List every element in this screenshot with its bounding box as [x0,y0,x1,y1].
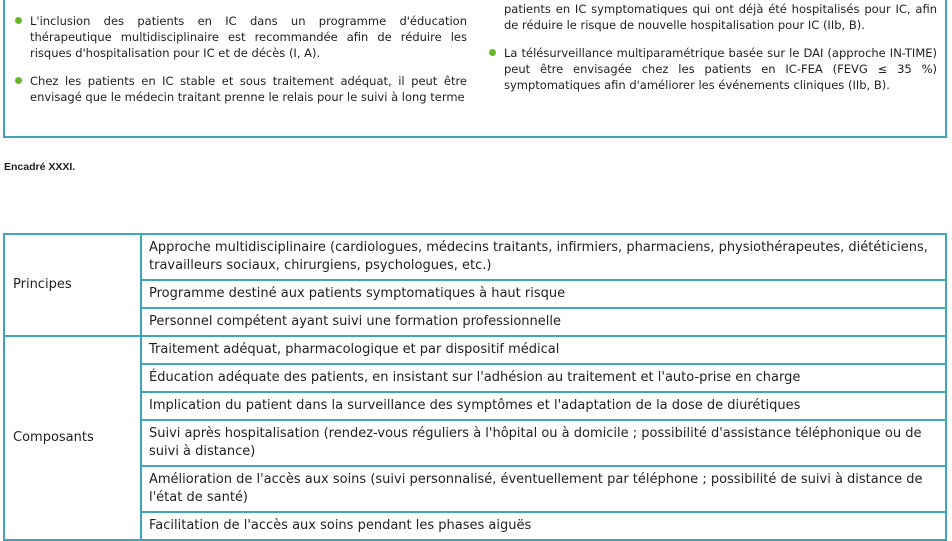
table-cell: Suivi après hospitalisation (rendez-vous réguliers à l'hôpital ou à domicile ; possibilité d'assistance téléphonique ou de suivi à distance) [141,420,946,466]
recommendation-item [15,73,467,105]
table-cell: Traitement adéquat, pharmacologique et par dispositif médical [141,336,946,364]
table-cell: Approche multidisciplinaire (cardiologues, médecins traitants, infirmiers, pharmaciens, physiothérapeutes, diététiciens, travailleurs sociaux, chirurgiens, psychologues, etc.) [141,234,946,280]
recommendations-box [3,0,947,138]
recommendation-text: La télésurveillance multiparamétrique basée sur le DAI (approche IN-TIME) peut être envisagée chez les patients en IC-FEA (FEVG ≤ 35 %) symptomatiques afin d'améliorer les événements cliniques (IIb, B). [504,46,937,92]
table-row [4,234,946,280]
table-cell: Programme destiné aux patients symptomatiques à haut risque [141,280,946,308]
table-row [4,420,946,466]
recommendation-text: patients en IC symptomatiques qui ont déjà été hospitalisés pour IC, afin de réduire le risque de nouvelle hospitalisation pour IC (IIb, B). [504,2,937,32]
green-bullet-icon [15,77,22,84]
table-cell: Amélioration de l'accès aux soins (suivi personnalisé, éventuellement par téléphone ; possibilité de suivi à distance de l'état de santé) [141,466,946,512]
section-principes-label: Principes [4,234,141,336]
green-bullet-icon [489,49,496,56]
recommendation-text: L'inclusion des patients en IC dans un programme d'éducation thérapeutique multidisciplinaire est recommandée afin de réduire les risques d'hospitalisation pour IC et de décès (I, A). [30,14,467,60]
table-row [4,392,946,420]
table-row [4,466,946,512]
table-cell: Implication du patient dans la surveillance des symptômes et l'adaptation de la dose de diurétiques [141,392,946,420]
table-row [4,308,946,336]
table-cell: Éducation adéquate des patients, en insistant sur l'adhésion au traitement et l'auto-prise en charge [141,364,946,392]
recommendation-item [15,0,467,1]
table-row [4,364,946,392]
recommendation-item [489,0,937,33]
table-cell: Personnel compétent ayant suivi une formation professionnelle [141,308,946,336]
box-caption: Encadré XXXI. [4,161,76,173]
recommendation-text: Chez les patients en IC stable et sous traitement adéquat, il peut être envisagé que le médecin traitant prenne le relais pour le suivi à long terme [30,74,467,104]
recommendation-item [489,45,937,93]
table-row [4,280,946,308]
recommendation-item [15,13,467,61]
table-row [4,512,946,540]
table-cell: Facilitation de l'accès aux soins pendant les phases aiguës [141,512,946,540]
recommendations-left-column [15,0,467,105]
section-composants-label: Composants [4,336,141,540]
green-bullet-icon [15,17,22,24]
table-row [4,336,946,364]
recommendations-right-column [489,0,937,93]
heart-failure-program-table [3,233,947,541]
